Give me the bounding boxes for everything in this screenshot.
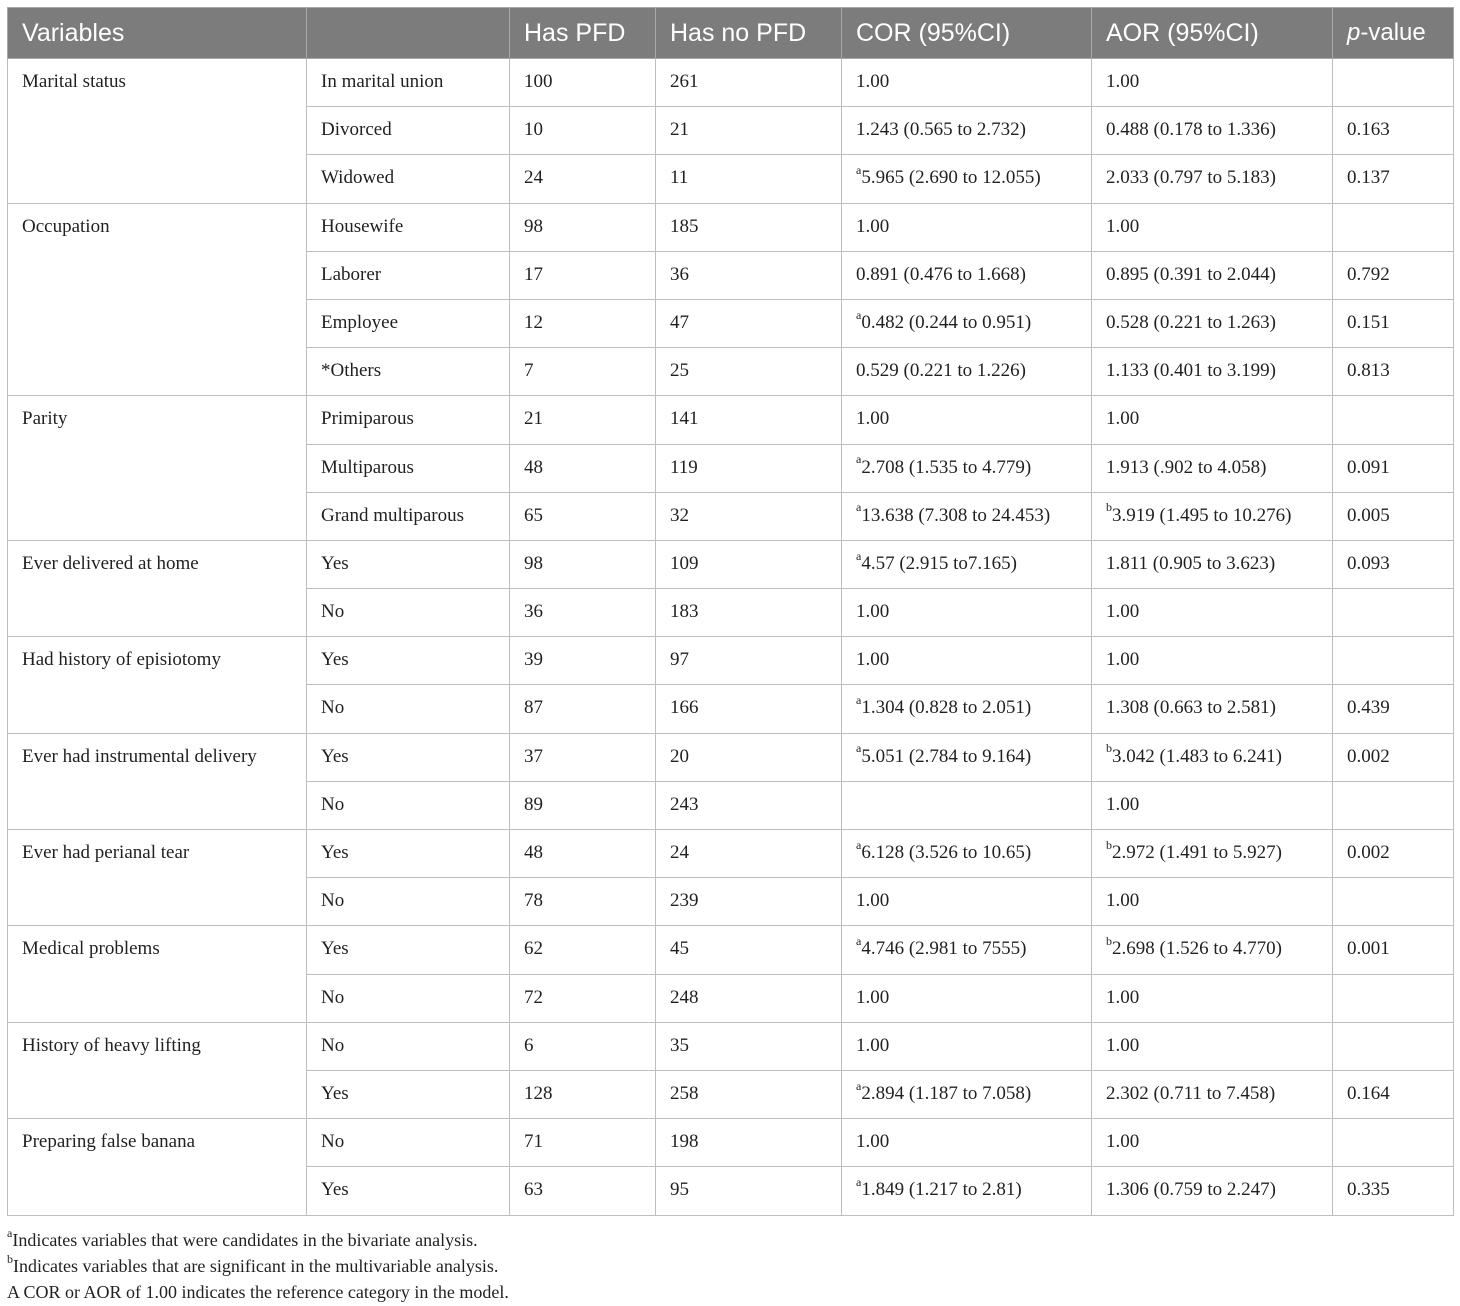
- cor-cell-value: 1.304 (0.828 to 2.051): [861, 697, 1032, 719]
- has-no-pfd-cell: 35: [656, 1022, 842, 1070]
- has-pfd-cell: 36: [510, 589, 656, 637]
- has-no-pfd-cell: 243: [656, 781, 842, 829]
- has-no-pfd-cell: 95: [656, 1167, 842, 1215]
- p-value-cell: 0.151: [1333, 299, 1454, 347]
- p-value-cell: 0.813: [1333, 348, 1454, 396]
- cor-cell-value: 1.00: [856, 649, 890, 671]
- cor-cell: [842, 1022, 1092, 1070]
- p-value-cell: 0.001: [1333, 926, 1454, 974]
- aor-cell: [1092, 299, 1333, 347]
- aor-cell-value: 1.00: [1106, 71, 1140, 92]
- header-has-no-pfd: Has no PFD: [656, 8, 842, 59]
- header-p-italic: p: [1347, 19, 1361, 46]
- aor-cell: [1092, 155, 1333, 203]
- cor-cell-footnote-mark: a: [856, 307, 862, 322]
- aor-cell-value: 3.919 (1.495 to 10.276): [1112, 504, 1292, 526]
- category-cell: Primiparous: [307, 396, 510, 444]
- cor-cell-footnote-mark: a: [856, 741, 862, 756]
- category-cell: Laborer: [307, 251, 510, 299]
- aor-cell-value: 1.00: [1106, 215, 1140, 237]
- cor-cell-footnote-mark: a: [856, 693, 862, 708]
- variable-name: Preparing false banana: [8, 1119, 307, 1215]
- has-no-pfd-cell: 198: [656, 1119, 842, 1167]
- variable-name: Ever had perianal tear: [8, 830, 307, 926]
- has-no-pfd-cell: 183: [656, 589, 842, 637]
- has-no-pfd-cell: 97: [656, 637, 842, 685]
- aor-cell-footnote-mark: b: [1106, 741, 1112, 756]
- header-row: [8, 8, 1454, 59]
- header-p-rest: -value: [1360, 19, 1426, 46]
- aor-cell-value: 1.913 (.902 to 4.058): [1106, 456, 1267, 478]
- cor-cell-value: 1.00: [856, 986, 890, 1008]
- cor-cell: [842, 1070, 1092, 1118]
- cor-cell-value: 1.00: [856, 1131, 890, 1153]
- header-p-value: [1333, 8, 1454, 59]
- p-value-cell: 0.164: [1333, 1070, 1454, 1118]
- category-cell: Widowed: [307, 155, 510, 203]
- cor-cell: [842, 878, 1092, 926]
- cor-cell: [842, 926, 1092, 974]
- aor-cell: [1092, 781, 1333, 829]
- p-value-cell: 0.005: [1333, 492, 1454, 540]
- has-pfd-cell: 98: [510, 203, 656, 251]
- category-cell: No: [307, 781, 510, 829]
- has-pfd-cell: 10: [510, 107, 656, 155]
- has-pfd-cell: 17: [510, 251, 656, 299]
- table-row: [8, 59, 1454, 107]
- has-no-pfd-cell: 248: [656, 974, 842, 1022]
- cor-cell-value: 1.00: [856, 890, 890, 912]
- has-pfd-cell: 48: [510, 830, 656, 878]
- aor-cell-value: 2.033 (0.797 to 5.183): [1106, 167, 1276, 189]
- footnote-line: [7, 1227, 509, 1253]
- aor-cell: [1092, 59, 1333, 107]
- aor-cell-value: 1.00: [1106, 649, 1140, 671]
- cor-cell-value: 2.894 (1.187 to 7.058): [861, 1082, 1032, 1104]
- cor-cell-value: 13.638 (7.308 to 24.453): [861, 504, 1051, 526]
- footnote-text: Indicates variables that were candidates in the bivariate analysis.: [12, 1230, 478, 1250]
- category-cell: No: [307, 685, 510, 733]
- aor-cell: [1092, 1119, 1333, 1167]
- cor-cell-footnote-mark: a: [856, 837, 862, 852]
- aor-cell-value: 1.00: [1106, 890, 1140, 912]
- category-cell: Divorced: [307, 107, 510, 155]
- p-value-cell: [1333, 637, 1454, 685]
- cor-cell-footnote-mark: a: [856, 1174, 862, 1189]
- aor-cell: [1092, 444, 1333, 492]
- cor-cell: [842, 59, 1092, 107]
- p-value-cell: 0.002: [1333, 733, 1454, 781]
- aor-cell-footnote-mark: b: [1106, 837, 1112, 852]
- p-value-cell: [1333, 1022, 1454, 1070]
- p-value-cell: 0.335: [1333, 1167, 1454, 1215]
- table-row: [8, 396, 1454, 444]
- has-no-pfd-cell: 11: [656, 155, 842, 203]
- has-no-pfd-cell: 166: [656, 685, 842, 733]
- aor-cell-value: 1.00: [1106, 408, 1140, 430]
- cor-cell-footnote-mark: a: [856, 452, 862, 467]
- aor-cell-value: 1.00: [1106, 793, 1140, 815]
- has-pfd-cell: 72: [510, 974, 656, 1022]
- category-cell: Employee: [307, 299, 510, 347]
- footnote-text: A COR or AOR of 1.00 indicates the reference category in the model.: [7, 1282, 509, 1302]
- variable-name: Occupation: [8, 203, 307, 396]
- cor-cell: [842, 251, 1092, 299]
- aor-cell-footnote-mark: b: [1106, 934, 1112, 949]
- cor-cell: [842, 396, 1092, 444]
- has-pfd-cell: 37: [510, 733, 656, 781]
- aor-cell: [1092, 685, 1333, 733]
- cor-cell: [842, 830, 1092, 878]
- cor-cell-value: 0.891 (0.476 to 1.668): [856, 263, 1026, 285]
- cor-cell: [842, 540, 1092, 588]
- aor-cell: [1092, 1167, 1333, 1215]
- header-aor: AOR (95%CI): [1092, 8, 1333, 59]
- cor-cell-value: 0.482 (0.244 to 0.951): [861, 311, 1032, 333]
- table-row: [8, 637, 1454, 685]
- has-pfd-cell: 21: [510, 396, 656, 444]
- aor-cell: [1092, 926, 1333, 974]
- cor-cell: [842, 589, 1092, 637]
- aor-cell: [1092, 492, 1333, 540]
- cor-cell-value: 1.00: [856, 71, 890, 92]
- has-no-pfd-cell: 141: [656, 396, 842, 444]
- cor-cell-value: 6.128 (3.526 to 10.65): [861, 842, 1032, 863]
- aor-cell-value: 2.972 (1.491 to 5.927): [1112, 842, 1282, 863]
- aor-cell-value: 0.895 (0.391 to 2.044): [1106, 263, 1276, 285]
- variable-name: Medical problems: [8, 926, 307, 1022]
- p-value-cell: 0.792: [1333, 251, 1454, 299]
- variable-name: History of heavy lifting: [8, 1022, 307, 1118]
- cor-cell: [842, 1167, 1092, 1215]
- cor-cell: [842, 685, 1092, 733]
- has-no-pfd-cell: 24: [656, 830, 842, 878]
- has-pfd-cell: 62: [510, 926, 656, 974]
- p-value-cell: [1333, 396, 1454, 444]
- variable-name: Parity: [8, 396, 307, 541]
- p-value-cell: [1333, 589, 1454, 637]
- cor-cell: [842, 107, 1092, 155]
- aor-cell: [1092, 107, 1333, 155]
- results-table: [7, 7, 1454, 1216]
- category-cell: Yes: [307, 830, 510, 878]
- has-pfd-cell: 128: [510, 1070, 656, 1118]
- table-body: [8, 59, 1454, 1216]
- has-pfd-cell: 98: [510, 540, 656, 588]
- category-cell: No: [307, 589, 510, 637]
- has-pfd-cell: 89: [510, 781, 656, 829]
- variable-name: Ever delivered at home: [8, 540, 307, 636]
- cor-cell: [842, 348, 1092, 396]
- footnotes: [7, 1227, 509, 1305]
- cor-cell: [842, 299, 1092, 347]
- category-cell: Yes: [307, 540, 510, 588]
- has-no-pfd-cell: 21: [656, 107, 842, 155]
- p-value-cell: [1333, 878, 1454, 926]
- cor-cell: [842, 1119, 1092, 1167]
- p-value-cell: 0.439: [1333, 685, 1454, 733]
- p-value-cell: [1333, 781, 1454, 829]
- cor-cell-value: 4.746 (2.981 to 7555): [861, 938, 1027, 960]
- footnote-mark: a: [7, 1226, 13, 1240]
- has-no-pfd-cell: 119: [656, 444, 842, 492]
- category-cell: No: [307, 1022, 510, 1070]
- cor-cell: [842, 781, 1092, 829]
- cor-cell: [842, 637, 1092, 685]
- cor-cell-footnote-mark: a: [856, 1078, 862, 1093]
- variable-name: Ever had instrumental delivery: [8, 733, 307, 829]
- aor-cell: [1092, 251, 1333, 299]
- table-row: [8, 1119, 1454, 1167]
- has-no-pfd-cell: 239: [656, 878, 842, 926]
- cor-cell: [842, 492, 1092, 540]
- category-cell: Yes: [307, 1167, 510, 1215]
- aor-cell: [1092, 878, 1333, 926]
- category-cell: Yes: [307, 733, 510, 781]
- cor-cell-value: 5.051 (2.784 to 9.164): [861, 745, 1032, 767]
- p-value-cell: 0.137: [1333, 155, 1454, 203]
- aor-cell-value: 0.528 (0.221 to 1.263): [1106, 311, 1276, 333]
- table-row: [8, 540, 1454, 588]
- cor-cell: [842, 974, 1092, 1022]
- aor-cell: [1092, 540, 1333, 588]
- header-has-pfd: Has PFD: [510, 8, 656, 59]
- header-category: [307, 8, 510, 59]
- aor-cell: [1092, 974, 1333, 1022]
- aor-cell-value: 1.306 (0.759 to 2.247): [1106, 1179, 1276, 1201]
- has-no-pfd-cell: 185: [656, 203, 842, 251]
- category-cell: *Others: [307, 348, 510, 396]
- footnote-line: [7, 1253, 509, 1279]
- aor-cell: [1092, 1022, 1333, 1070]
- cor-cell-value: 2.708 (1.535 to 4.779): [861, 456, 1032, 478]
- category-cell: Housewife: [307, 203, 510, 251]
- aor-cell-value: 1.811 (0.905 to 3.623): [1106, 552, 1276, 574]
- aor-cell-value: 0.488 (0.178 to 1.336): [1106, 119, 1276, 141]
- header-cor: COR (95%CI): [842, 8, 1092, 59]
- cor-cell: [842, 444, 1092, 492]
- header-variables: Variables: [8, 8, 307, 59]
- cor-cell-value: 1.00: [856, 408, 890, 430]
- category-cell: No: [307, 878, 510, 926]
- has-pfd-cell: 7: [510, 348, 656, 396]
- p-value-cell: [1333, 1119, 1454, 1167]
- aor-cell: [1092, 1070, 1333, 1118]
- table-row: [8, 733, 1454, 781]
- aor-cell-value: 2.302 (0.711 to 7.458): [1106, 1082, 1276, 1104]
- has-no-pfd-cell: 261: [656, 59, 842, 107]
- p-value-cell: 0.091: [1333, 444, 1454, 492]
- has-no-pfd-cell: 36: [656, 251, 842, 299]
- p-value-cell: [1333, 974, 1454, 1022]
- category-cell: Multiparous: [307, 444, 510, 492]
- has-no-pfd-cell: 109: [656, 540, 842, 588]
- variable-name: Had history of episiotomy: [8, 637, 307, 733]
- aor-cell-value: 1.308 (0.663 to 2.581): [1106, 697, 1276, 719]
- has-pfd-cell: 65: [510, 492, 656, 540]
- aor-cell-footnote-mark: b: [1106, 500, 1112, 515]
- has-pfd-cell: 12: [510, 299, 656, 347]
- has-no-pfd-cell: 258: [656, 1070, 842, 1118]
- cor-cell: [842, 733, 1092, 781]
- variable-name: Marital status: [8, 59, 307, 204]
- has-pfd-cell: 6: [510, 1022, 656, 1070]
- has-pfd-cell: 71: [510, 1119, 656, 1167]
- has-pfd-cell: 48: [510, 444, 656, 492]
- category-cell: No: [307, 974, 510, 1022]
- aor-cell: [1092, 348, 1333, 396]
- table-row: [8, 1022, 1454, 1070]
- has-no-pfd-cell: 25: [656, 348, 842, 396]
- aor-cell-value: 2.698 (1.526 to 4.770): [1112, 938, 1282, 960]
- has-pfd-cell: 78: [510, 878, 656, 926]
- cor-cell-value: 1.00: [856, 215, 890, 237]
- aor-cell: [1092, 637, 1333, 685]
- table-row: [8, 926, 1454, 974]
- has-pfd-cell: 63: [510, 1167, 656, 1215]
- cor-cell-footnote-mark: a: [856, 500, 862, 515]
- cor-cell-value: 1.00: [856, 601, 890, 623]
- p-value-cell: 0.002: [1333, 830, 1454, 878]
- aor-cell: [1092, 396, 1333, 444]
- aor-cell: [1092, 203, 1333, 251]
- cor-cell-footnote-mark: a: [856, 548, 862, 563]
- category-cell: Yes: [307, 1070, 510, 1118]
- table-row: [8, 830, 1454, 878]
- has-no-pfd-cell: 47: [656, 299, 842, 347]
- has-pfd-cell: 39: [510, 637, 656, 685]
- cor-cell: [842, 155, 1092, 203]
- has-pfd-cell: 100: [510, 59, 656, 107]
- category-cell: Grand multiparous: [307, 492, 510, 540]
- cor-cell-value: 1.243 (0.565 to 2.732): [856, 119, 1026, 141]
- aor-cell: [1092, 830, 1333, 878]
- p-value-cell: [1333, 59, 1454, 107]
- aor-cell-value: 1.00: [1106, 1034, 1140, 1056]
- category-cell: No: [307, 1119, 510, 1167]
- cor-cell-value: 4.57 (2.915 to7.165): [861, 552, 1018, 574]
- aor-cell: [1092, 589, 1333, 637]
- p-value-cell: [1333, 203, 1454, 251]
- aor-cell-value: 3.042 (1.483 to 6.241): [1112, 745, 1282, 767]
- cor-cell-footnote-mark: a: [856, 934, 862, 949]
- aor-cell-value: 1.00: [1106, 986, 1140, 1008]
- p-value-cell: 0.093: [1333, 540, 1454, 588]
- cor-cell-footnote-mark: a: [856, 163, 862, 178]
- aor-cell-value: 1.00: [1106, 601, 1140, 623]
- aor-cell: [1092, 733, 1333, 781]
- category-cell: Yes: [307, 637, 510, 685]
- cor-cell-value: 0.529 (0.221 to 1.226): [856, 360, 1026, 382]
- category-cell: Yes: [307, 926, 510, 974]
- has-no-pfd-cell: 45: [656, 926, 842, 974]
- cor-cell-value: 1.00: [856, 1034, 890, 1056]
- aor-cell-value: 1.00: [1106, 1131, 1140, 1153]
- table-row: [8, 203, 1454, 251]
- cor-cell-value: 5.965 (2.690 to 12.055): [861, 167, 1041, 189]
- has-no-pfd-cell: 20: [656, 733, 842, 781]
- has-pfd-cell: 24: [510, 155, 656, 203]
- footnote-line: [7, 1279, 509, 1305]
- aor-cell-value: 1.133 (0.401 to 3.199): [1106, 360, 1276, 382]
- p-value-cell: 0.163: [1333, 107, 1454, 155]
- cor-cell: [842, 203, 1092, 251]
- has-pfd-cell: 87: [510, 685, 656, 733]
- footnote-mark: b: [7, 1252, 13, 1266]
- cor-cell-value: 1.849 (1.217 to 2.81): [861, 1179, 1022, 1201]
- category-cell: In marital union: [307, 59, 510, 107]
- has-no-pfd-cell: 32: [656, 492, 842, 540]
- footnote-text: Indicates variables that are significant in the multivariable analysis.: [13, 1256, 499, 1276]
